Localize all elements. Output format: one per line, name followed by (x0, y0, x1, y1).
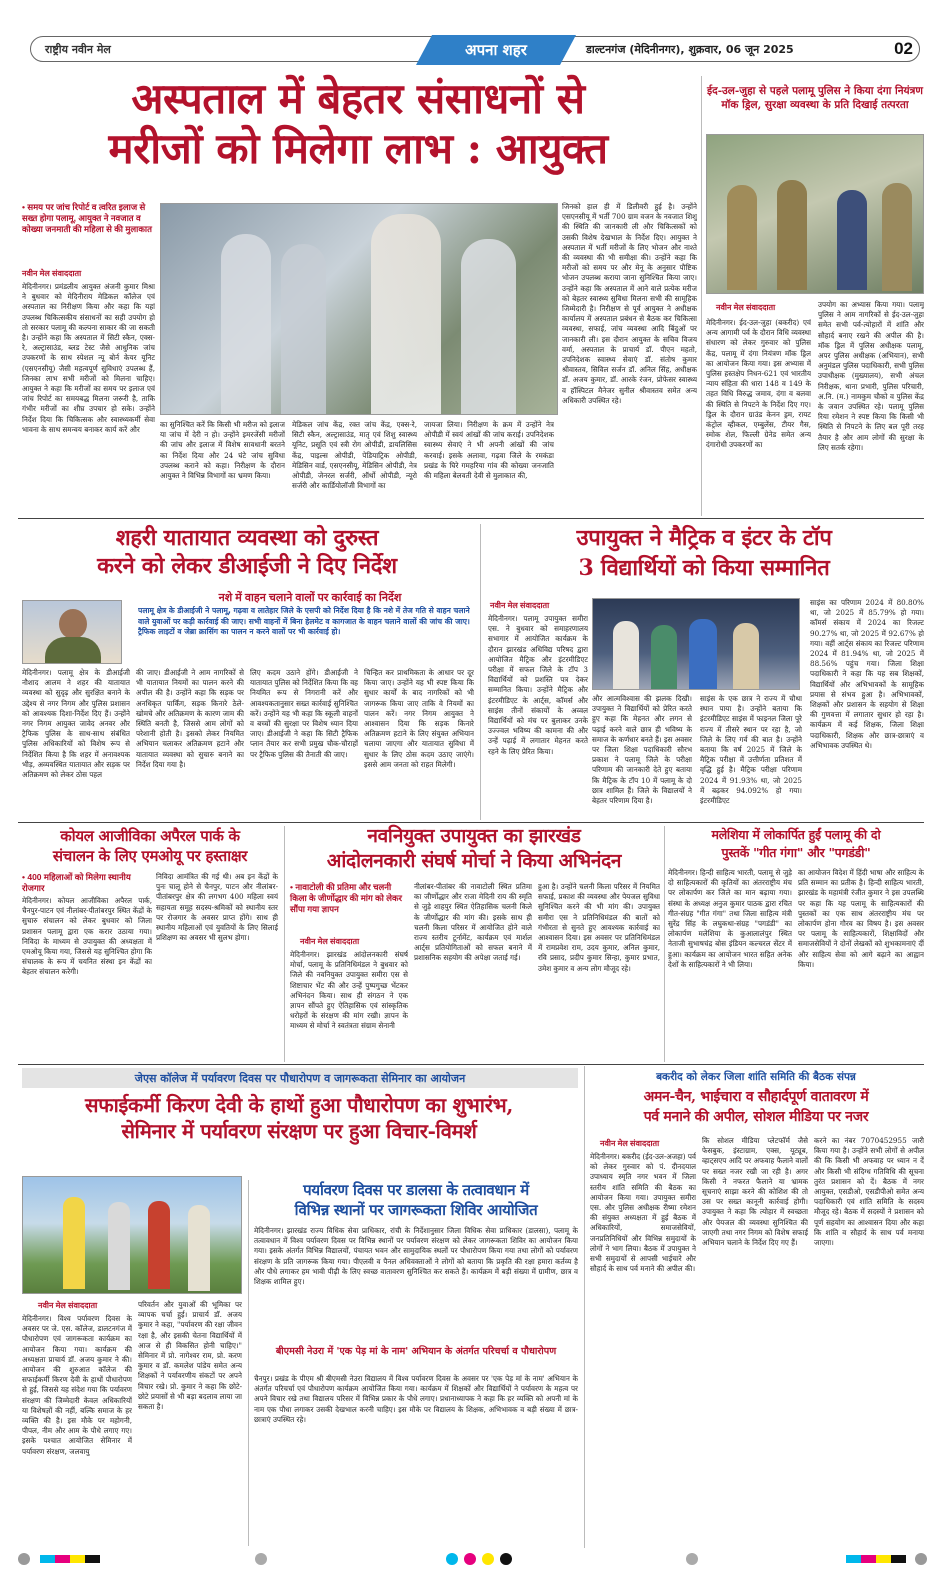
mockdrill-photo (706, 134, 924, 294)
books-headline-line1: मलेशिया में लोकार्पित हुईं पलामू की दो (711, 827, 881, 842)
traffic-headline-line2: करने को लेकर डीआईजी ने दिए निर्देश (97, 553, 397, 579)
mockdrill-headline: ईद-उल-जुहा से पहले पलामू पुलिस ने किया दंगा नियंत्रण मॉक ड्रिल, सुरक्षा व्यवस्था के प्रति दिखाई तत्परता (706, 85, 924, 111)
page-number: 02 (894, 39, 913, 58)
traffic-intro: पलामू क्षेत्र के डीआईजी ने पलामू, गढ़वा व लातेहार जिले के एसपी को निर्देश दिया है कि नशे में तेज गति से वाहन चलाने वाले युवाओं पर कड़ी कार्रवाई की जाए। सभी वाहनों में बिना हेलमेट व कागजात के वाहन चलाने वालों की जांच की जाए। ट्रैफिक लाइटों व जेब्रा क्रासिंग का पालन न करने वालों पर भी कार्रवाई हो। (138, 606, 470, 636)
traffic-subhead: नशे में वाहन चलाने वालों पर कार्रवाई का निर्देश (218, 592, 402, 604)
jmm-highlight: • नावाटोली की प्रतिमा और चलनी किला के जीर्णोद्धार की मांग को लेकर सौंपा गया ज्ञापन (290, 882, 403, 914)
toppers-col3: साइंस के एक छात्र ने राज्य में चौथा स्थान पाया है। उन्होंने बताया कि इंटरमीडिएट साइंस में फाइनल जिला पूरे राज्य में तीसरे स्थान पर रहा है, जो जिले के लिए गर्व की बात है। उन्होंने बताया कि वर्ष 2025 में जिले के मैट्रिक परीक्षा में उत्तीर्णता प्रतिशत में वृद्धि हुई है। मैट्रिक परीक्षा परिणाम 2024 में 91.93% था, जो 2025 में बढ़कर 94.092% हो गया। इंटरमीडिएट (700, 694, 802, 806)
registration-dot (446, 1553, 458, 1565)
mockdrill-col2: उपयोग का अभ्यास किया गया। पलामू पुलिस ने आम नागरिकों से ईद-उल-जुहा समेत सभी पर्व-त्योहारों में शांति और सौहार्द बनाए रखने की अपील की है। मॉक ड्रिल में पुलिस अधीक्षक पलामू, अपर पुलिस अधीक्षक (अभियान), सभी अनुमंडल पुलिस पदाधिकारी, सभी पुलिस उपाधीक्षक (मुख्यालय), सभी अंचल निरीक्षक, थाना प्रभारी, पुलिस परिचारी, अ.नि. (म.) नामकुम चौको व पुलिस केंद्र के जवान उपस्थित रहे। पलामू पुलिस रिया रमेशन ने स्पष्ट किया कि किसी भी स्थिति से निपटने के लिए बल पूरी तरह तैयार है और आम लोगों की सुरक्षा के लिए सतर्क रहेगा। (818, 300, 924, 452)
police-figure (727, 185, 757, 290)
registration-dot (686, 1553, 698, 1565)
lead-byline: नवीन मेल संवाददाता (22, 269, 82, 278)
student-figure (613, 621, 639, 690)
person-figure (188, 1205, 210, 1291)
police-figure (777, 180, 807, 290)
env-headline-line1: सफाईकर्मी किरण देवी के हाथों हुआ पौधारोपण का शुभारंभ, (84, 1093, 513, 1117)
books-col2: का आयोजन विदेश में हिंदी भाषा और साहित्य के प्रति सम्मान का प्रतीक है। हिन्दी साहित्य भारती, झारखंड के महामंत्री रंजीत कुमार ने इस उपलब्धि पर कहा कि यह पलामू के साहित्यकारों की पुस्तकों का एक साथ अंतरराष्ट्रीय मंच पर लोकार्पण होना गौरव का विषय है। इस अवसर पर पलामू के साहित्यकारों, शिक्षाविदों और समाजसेवियों ने दोनों लेखकों को शुभकामनाएं दीं और साहित्य सेवा को आगे बढ़ाने का आह्वान किया। (798, 868, 924, 969)
apparel-headline-line2: संचालन के लिए एमओयू पर हस्ताक्षर (52, 847, 248, 865)
lead-col1: मेदिनीनगर। प्रमंडलीय आयुक्त अंजनी कुमार मिश्रा ने बुधवार को मेदिनीराय मेडिकल कॉलेज एवं अस्पताल का निरीक्षण किया और कहा कि यहां उपलब्ध चिकित्सकीय संसाधनों का सही उपयोग हो तो सरकार पलामू की कल्पना साकार की जा सकती है। उन्होंने कहा कि अस्पताल में सिटी स्कैन, एक्स-रे, अल्ट्रासाउंड, ब्लड टेस्ट जैसे आधुनिक जांच उपकरणों के साथ स्पेशल न्यू बोर्न केयर यूनिट (एसएनसीयू) जैसी महत्वपूर्ण सुविधाएं उपलब्ध हैं, जिनका लाभ सभी मरीजों को मिलना चाहिए। आयुक्त ने कहा कि मरीजों का समय पर इलाज एवं जांच रिपोर्ट का समयबद्ध मिलना जरूरी है, ताकि गंभीर मरीजों का शीघ्र उपचार हो सके। उन्होंने निर्देश दिया कि चिकित्सक और स्वास्थ्यकर्मी सेवा भावना के साथ समन्वय बनाकर कार्य करें और (22, 282, 155, 434)
apparel-highlight: • 400 महिलाओं को मिलेगा स्थानीय रोजगार (22, 872, 131, 893)
police-figure (837, 190, 867, 290)
section-title: अपना शहर (465, 41, 527, 59)
masthead (30, 36, 920, 62)
bakrid-headline-line2: अमन-चैन, भाईचारा व सौहार्दपूर्ण वातावरण में (643, 1089, 869, 1105)
student-figure (733, 623, 759, 690)
lead-col3: मेडिकल जांच केंद्र, रक्त जांच केंद्र, एक्स-रे, सिटी स्कैन, अल्ट्रासाउंड, मातृ एवं शिशु स्वास्थ्य यूनिट, प्रसूति एवं स्त्री रोग ओपीडी, डायलिसिस केंद्र, पाइल्स ओपीडी, पेडियाट्रिक ओपीडी, मेडिसिन वार्ड, एसएनसीयू, मेडिसिन ओपीडी, नेत्र ओपीडी, जेनरल सर्जरी, ऑर्थो ओपीडी, न्यूरो सर्जरी और कार्डियोलॉजी विभागों का (292, 420, 417, 491)
books-headline-line2: पुस्तकें "गीत गंगा" और "पगडंडी" (721, 845, 871, 860)
registration-dot (915, 1553, 927, 1565)
column-rule (480, 524, 481, 820)
dalsa-headline-line2: विभिन्न स्थानों पर जागरूकता शिविर आयोजित (294, 1201, 538, 1219)
bakrid-col2: कि सोशल मीडिया प्लेटफॉर्म जैसे फेसबुक, इंस्टाग्राम, एक्स, यूट्यूब, व्हाट्सएप आदि पर अफवाह फैलाने वालों पर सख्त नजर रखी जा रही है। अगर किसी ने नफरत फैलाने या भ्रामक सूचनाएं साझा करने की कोशिश की तो उस पर सख्त कानूनी कार्रवाई होगी। उपायुक्त ने कहा कि त्योहार में स्वच्छता और पेयजल की व्यवस्था सुनिश्चित की जाएगी तथा नगर निगम को विशेष सफाई अभियान चलाने के निर्देश दिए गए हैं। (702, 1136, 808, 1248)
portrait-body (45, 637, 101, 664)
dalsa-sub-body: चैनपुर। प्रखंड के पीएम श्री बीएमसी नेउरा विद्यालय में विश्व पर्यावरण दिवस के अवसर पर 'एक पेड़ मां के नाम' अभियान के अंतर्गत परिचर्चा एवं पौधारोपण कार्यक्रम आयोजित किया गया। कार्यक्रम में शिक्षकों और विद्यार्थियों ने पर्यावरण के महत्व पर अपने विचार रखे तथा विद्यालय परिसर में विभिन्न प्रकार के पौधे लगाए। प्रधानाध्यापक ने कहा कि हर व्यक्ति को अपनी मां के नाम एक पौधा लगाकर उसकी देखभाल करनी चाहिए। इस मौके पर विद्यालय के शिक्षक, अभिभावक व बड़ी संख्या में छात्र-छात्राएं उपस्थित रहे। (254, 1374, 578, 1424)
visitor-figure (281, 244, 326, 414)
registration-dot (464, 1553, 476, 1565)
toppers-col4: साइंस का परिणाम 2024 में 80.80% था, जो 2025 में 85.79% हो गया। कॉमर्स संकाय में 2024 का रिजल्ट 90.27% था, जो 2025 में 92.67% हो गया। वहीं आर्ट्स संकाय का रिजल्ट परिणाम 2024 में 81.94% था, जो 2025 में 88.56% पहुंच गया। जिला शिक्षा पदाधिकारी ने कहा कि यह सब शिक्षकों, विद्यार्थियों और अभिभावकों के सामूहिक प्रयास से संभव हुआ है। अभिभावकों, शिक्षकों और प्रशासन के सहयोग से शिक्षा की गुणवत्ता में लगातार सुधार हो रहा है। कार्यक्रम में कई शिक्षक, जिला शिक्षा पदाधिकारी, शिक्षक और छात्र-छात्राएं व अभिभावक उपस्थित थे। (810, 598, 924, 750)
color-bar (40, 1555, 100, 1563)
traffic-col3: लिए कदम उठाने होंगे। डीआईजी ने यातायात पुलिस को निर्देशित किया कि वह नियमित रूप से निगरानी करें और आवश्यकतानुसार सख्त कार्रवाई सुनिश्चित करें। उन्होंने यह भी कहा कि स्कूली वाहनों व बच्चों की सुरक्षा पर विशेष ध्यान दिया जाए। डीआईजी ने कहा कि सिटी ट्रैफिक प्लान तैयार कर सभी प्रमुख चौक-चौराहों पर ट्रैफिक पुलिस की तैनाती की जाए। (250, 668, 358, 759)
person-figure (63, 1197, 85, 1289)
jmm-headline-line2: आंदोलनकारी संघर्ष मोर्चा ने किया अभिनंदन (326, 850, 622, 872)
jmm-col3: हुआ है। उन्होंने चलनी किला परिसर में नियमित सफाई, प्रकाश की व्यवस्था और पेयजल सुविधा सुनिश्चित करने की भी मांग की। उपायुक्त समीरा एस ने प्रतिनिधिमंडल की बातों को गंभीरता से सुनते हुए आवश्यक कार्रवाई का आश्वासन दिया। इस अवसर पर प्रतिनिधिमंडल में रामप्रवेश राम, उदय कुमार, अनिल कुमार, रवि प्रसाद, प्रदीप कुमार सिन्हा, कुमार प्रभात, उमेश कुमार व अन्य लोग मौजूद रहे। (538, 882, 660, 973)
registration-dot (18, 1553, 30, 1565)
toppers-headline-line2: 3 विद्यार्थियों को किया सम्मानित (578, 555, 830, 581)
bakrid-col1: मेदिनीनगर। बकरीद (ईद-उल-अजहा) पर्व को लेकर गुरुवार को पं. दीनदयाल उपाध्याय स्मृति नगर भवन में जिला स्तरीय शांति समिति की बैठक का आयोजन किया गया। उपायुक्त समीरा एस. और पुलिस अधीक्षक रीष्मा रमेशन की संयुक्त अध्यक्षता में हुई बैठक में अधिकारियों, समाजसेवियों, जनप्रतिनिधियों और विभिन्न समुदायों के लोगों ने भाग लिया। बैठक में उपायुक्त ने सभी समुदायों से आपसी भाईचारे और सौहार्द के साथ पर्व मनाने की अपील की। (590, 1152, 696, 1274)
visitor-figure (461, 239, 516, 414)
dig-portrait (22, 600, 122, 664)
dalsa-sub-headline: बीएमसी नेउरा में 'एक पेड़ मां के नाम' अभियान के अंतर्गत परिचर्चा व पौधारोपण (275, 1346, 557, 1357)
column-rule (664, 826, 665, 1062)
mockdrill-byline: नवीन मेल संवाददाता (716, 303, 776, 312)
lead-col2: का सुनिश्चित करें कि किसी भी मरीज को इलाज या जांच में देरी न हो। उन्होंने इमरजेंसी मरीजों की जांच और इलाज में विशेष सावधानी बरतने का निर्देश दिया और 24 घंटे जांच सुविधा उपलब्ध कराने को कहा। निरीक्षण के दौरान आयुक्त ने विभिन्न विभागों का भ्रमण किया। (160, 420, 285, 481)
mockdrill-col1: मेदिनीनगर। ईद-उल-जुहा (बकरीद) एवं अन्य आगामी पर्व के दौरान विधि व्यवस्था संधारण को लेकर गुरुवार को पुलिस केंद्र, पलामू में दंगा नियंत्रण मॉक ड्रिल का आयोजन किया गया। इस अभ्यास में पुलिस हस्तक्षेप निधन-621 एवं भारतीय न्याय संहिता की धारा 148 व 149 के तहत विधि विरुद्ध जमाव, दंगा व बलवा की स्थिति से निपटने के निर्देश दिए गए। ड्रिल के दौरान ग्राउंड केनन ड्रम, रायट कंट्रोल व्हीकल, एम्बुलेंस, टीयर गैस, स्मोक शेल, फिल्ली ग्रेनेड समेत अन्य दंगारोधी उपकरणों का (706, 318, 811, 450)
registration-dot (255, 1553, 267, 1565)
env-photo (22, 1176, 242, 1294)
traffic-headline-line1: शहरी यातायात व्यवस्था को दुरुस्त (115, 525, 379, 551)
column-rule (584, 1066, 585, 1548)
bakrid-byline: नवीन मेल संवाददाता (600, 1139, 660, 1148)
lead-col4: जायजा लिया। निरीक्षण के क्रम में उन्होंने नेत्र ओपीडी में स्वयं आंखों की जांच कराई। उपनिदेशक स्वास्थ्य सेवाएं ने भी अपनी आंखों की जांच करवाई। इसके अलावा, गढ़वा जिले के रमकंडा प्रखंड के घिरे गमहरिया गांव की कोख्या जनजाति की महिला बेलवती देवी से मुलाकात की, (424, 420, 554, 481)
apparel-col1: मेदिनीनगर। कोयल आजीविका अपैरल पार्क, चैनपुर-पाटन एवं नीलांबर-पीतांबरपुर स्थित केंद्रों के सुचारु संचालन को लेकर बुधवार को जिला प्रशासन पलामू द्वारा एक करार उठाया गया। निविदा के माध्यम से उपायुक्त की अध्यक्षता में एमओयू किया गया, जिससे यह सुनिश्चित होगा कि संचालक के रूप में चयनित संस्था इन केंद्रों का बेहतर संचालन करेगी। (22, 896, 152, 977)
student-figure (689, 619, 717, 690)
traffic-col4: चिन्हित कर प्राथमिकता के आधार पर दूर किया जाए। उन्होंने यह भी स्पष्ट किया कि सुधार कार्यों के बाद नागरिकों को भी जागरूक किया जाए ताकि वे नियमों का पालन करें। नगर निगम आयुक्त ने आश्वासन दिया कि सड़क किनारे अतिक्रमण हटाने के लिए संयुक्त अभियान चलाया जाएगा और यातायात सुविधा में सुधार के लिए ठोस कदम उठाए जाएंगे। इससे आम जनता को राहत मिलेगी। (364, 668, 474, 769)
toppers-byline: नवीन मेल संवाददाता (490, 601, 550, 610)
column-rule (701, 76, 702, 516)
dalsa-body: मेदिनीनगर। झारखंड राज्य विधिक सेवा प्राधिकार, रांची के निर्देशानुसार जिला विधिक सेवा प्राधिकार (डालसा), पलामू के तत्वावधान में विश्व पर्यावरण दिवस पर विभिन्न स्थानों पर पर्यावरण संरक्षण को लेकर जागरूकता शिविर का आयोजन किया गया। इसके अंतर्गत विभिन्न विद्यालयों, पंचायत भवन और सामुदायिक स्थलों पर पौधारोपण किया गया तथा लोगों को पर्यावरण संरक्षण के प्रति जागरूक किया गया। पीएलवी व पैनल अधिवक्ताओं ने लोगों को बताया कि प्रकृति की रक्षा हमारा कर्तव्य है और पौधे लगाकर हम भावी पीढ़ी के लिए स्वच्छ वातावरण सुनिश्चित कर सकते हैं। कार्यक्रम में बड़ी संख्या में ग्रामीण, छात्र व शिक्षक शामिल हुए। (254, 1226, 578, 1287)
doctor-figure (371, 214, 441, 414)
jmm-headline-line1: नवनियुक्त उपायुक्त का झारखंड (367, 825, 581, 847)
student-figure (651, 625, 677, 690)
jmm-col2: नीलांबर-पीतांबर की नावाटोली स्थित प्रतिमा का जीर्णोद्धार और राजा मेदिनी राय की स्मृति से जुड़े शाहपुर स्थित ऐतिहासिक चलनी किले के जीर्णोद्धार की मांग की। इसके साथ ही चलनी किला परिसर में आयोजित होने वाले राज्य स्तरीय टूर्नामेंट, कार्यक्रम एवं मार्शल आर्ट्स प्रतियोगिताओं को सफल बनाने में प्रशासनिक सहयोग की अपेक्षा जताई गई। (414, 882, 532, 963)
color-bar (846, 1555, 906, 1563)
person-figure (108, 1202, 130, 1290)
person-figure (148, 1201, 170, 1289)
env-byline: नवीन मेल संवाददाता (38, 1301, 98, 1310)
lead-headline-line1: अस्पताल में बेहतर संसाधनों से (131, 74, 585, 123)
traffic-col2: की जाए। डीआईजी ने आम नागरिकों से भी यातायात नियमों का पालन करने की अपील की है। उन्होंने कहा कि सड़क पर अनधिकृत पार्किंग, सड़क किनारे ठेले-खोमचे और अतिक्रमण के कारण जाम की स्थिति बनती है, जिससे आम लोगों को परेशानी होती है। इसको लेकर नियमित अभियान चलाकर अतिक्रमण हटाने और यातायात व्यवस्था को सुचारु बनाने का निर्देश दिया गया है। (136, 668, 244, 769)
toppers-col1: मेदिनीनगर। पलामू उपायुक्त समीरा एस. ने बुधवार को समाहरणालय सभागार में आयोजित कार्यक्रम के दौरान झारखंड अधिविद्य परिषद द्वारा आयोजित मैट्रिक और इंटरमीडिएट परीक्षा में सफल जिले के टॉप 3 विद्यार्थियों को प्रशस्ति पत्र देकर सम्मानित किया। उन्होंने मैट्रिक और इंटरमीडिएट के आर्ट्स, कॉमर्स और साइंस तीनों संकायों के अव्वल विद्यार्थियों को मंच पर बुलाकर उनके उज्ज्वल भविष्य की कामना की और उन्हें पढ़ाई में लगातार मेहनत करते रहने के लिए प्रेरित किया। (488, 614, 588, 756)
column-rule (284, 826, 285, 1062)
section-rule (18, 1064, 924, 1065)
lead-headline-line2: मरीजों को मिलेगा लाभ : आयुक्त (108, 124, 608, 173)
books-col1: मेदिनीनगर। हिन्दी साहित्य भारती, पलामू से जुड़े दो साहित्यकारों की कृतियों का अंतरराष्ट्रीय मंच पर लोकार्पण कर जिले का मान बढ़ाया गया। संस्था के अध्यक्ष अनुज कुमार पाठक द्वारा रचित गीत-संग्रह "गीत गंगा" तथा जिला साहित्य मंत्री सुरेंद्र सिंह के लघुकथा-संग्रह "पगडंडी" का लोकार्पण मलेशिया के कुआलालंपुर स्थित नेताजी सुभाषचंद्र बोस इंडियन कल्चरल सेंटर में हुआ। कार्यक्रम का आयोजन भारत सहित अनेक देशों के साहित्यकारों ने भी लिया। (668, 868, 792, 969)
jmm-byline: नवीन मेल संवाददाता (300, 937, 360, 946)
env-banner-text: जेएस कॉलेज में पर्यावरण दिवस पर पौधारोपण व जागरूकता सेमिनार का आयोजन (134, 1072, 466, 1085)
bakrid-headline-line3: पर्व मनाने की अपील, सोशल मीडिया पर नजर (643, 1109, 869, 1125)
toppers-col2: और आत्मविश्वास की झलक दिखी। उपायुक्त ने विद्यार्थियों को प्रेरित करते हुए कहा कि मेहनत और लगन से पढ़ाई करने वाले छात्र ही भविष्य के समाज के कर्णधार बनते हैं। इस अवसर पर जिला शिक्षा पदाधिकारी सौरभ प्रकाश ने पलामू जिले के परीक्षा परिणाम की जानकारी देते हुए बताया कि मैट्रिक के टॉप 10 में पलामू के दो छात्र शामिल हैं। जिले के विद्यालयों ने बेहतर परिणाम दिया है। (592, 694, 692, 806)
toppers-headline-line1: उपायुक्त ने मैट्रिक व इंटर के टॉप (576, 525, 832, 551)
apparel-col2: निविदा आमंत्रित की गई थी। अब इन केंद्रों के पुनः चालू होने से चैनपुर, पाटन और नीलांबर-पीतांबरपुर क्षेत्र की लगभग 400 महिला स्वयं सहायता समूह सदस्य-श्रमिकों को स्थानीय स्तर पर रोजगार के अवसर प्राप्त होंगे। साथ ही स्थानीय महिलाओं एवं युवतियों के लिए सिलाई प्रशिक्षण का अवसर भी सुलभ होगा। (156, 872, 278, 943)
visitor-figure (221, 234, 271, 414)
toppers-photo (592, 598, 800, 690)
traffic-col1: मेदिनीनगर। पलामू क्षेत्र के डीआईजी नौशाद आलम ने शहर की यातायात व्यवस्था को सुदृढ़ और सुरक्षित बनाने के उद्देश्य से नगर निगम और पुलिस प्रशासन को आवश्यक दिशा-निर्देश दिए हैं। उन्होंने नगर निगम आयुक्त जावेद अनवर और ट्रैफिक पुलिस के साथ-साथ संबंधित पुलिस अधिकारियों को विशेष रूप से निर्देशित किया है कि शहर में अनावश्यक भीड़, अव्यवस्थित यातायात और सड़क पर अतिक्रमण को लेकर ठोस पहल (22, 668, 130, 780)
section-rule (18, 518, 924, 519)
paper-name: राष्ट्रीय नवीन मेल (45, 43, 111, 56)
lead-photo (160, 203, 558, 415)
env-col1: मेदिनीनगर। विश्व पर्यावरण दिवस के अवसर पर जे. एस. कॉलेज, डालटनगंज में पौधारोपण एवं जागरूकता कार्यक्रम का आयोजन किया गया। कार्यक्रम की अध्यक्षता प्राचार्य डॉ. अजय कुमार ने की। आयोजन की शुरुआत कॉलेज की सफाईकर्मी किरण देवी के हाथों पौधारोपण से हुई, जिससे यह संदेश गया कि पर्यावरण संरक्षण की जिम्मेदारी केवल अधिकारियों या विशेषज्ञों की नहीं, बल्कि समाज के हर व्यक्ति की है। इस मौके पर महोगनी, पीपल, नीम और आम के पौधे लगाए गए। इसके पश्चात आयोजित सेमिनार में पर्यावरण संरक्षण, जलवायु (22, 1314, 132, 1456)
bakrid-col3: करने का नंबर 7070452955 जारी किया गया है। उन्होंने सभी लोगों से अपील की कि किसी भी अफवाह पर ध्यान न दें और किसी भी संदिग्ध गतिविधि की सूचना तुरंत प्रशासन को दें। बैठक में नगर आयुक्त, एसडीओ, एसडीपीओ समेत अन्य पदाधिकारी एवं शांति समिति के सदस्य मौजूद रहे। बैठक में सदस्यों ने प्रशासन को पूर्ण सहयोग का आश्वासन दिया और कहा कि शांति व सौहार्द के साथ पर्व मनाया जाएगा। (814, 1136, 924, 1248)
portrait-head (59, 609, 87, 639)
dateline: डाल्टनगंज (मेदिनीनगर), शुक्रवार, 06 जून 2025 (586, 43, 794, 56)
lead-highlight: • समय पर जांच रिपोर्ट व त्वरित इलाज से सख्त होगा पलामू, आयुक्त ने नवजात व कोख्या जनमाती की महिला से की मुलाकात (22, 202, 152, 234)
registration-dot (500, 1553, 512, 1565)
bakrid-headline-line1: बकरीद को लेकर जिला शांति समिति की बैठक संपन्न (656, 1071, 856, 1083)
dalsa-headline-line1: पर्यावरण दिवस पर डालसा के तत्वावधान में (303, 1181, 529, 1199)
registration-strip (0, 1552, 945, 1566)
lead-col5: जिनको हाल ही में डिलीवरी हुई है। उन्होंने एसएनसीयू में भर्ती 700 ग्राम वजन के नवजात शिशु की स्थिति की जानकारी ली और चिकित्सकों को उसकी विशेष देखभाल के निर्देश दिए। आयुक्त ने अस्पताल में भर्ती मरीजों के लिए भोजन और नाश्ते की व्यवस्था की भी समीक्षा की। उन्होंने कहा कि मरीजों को समय पर और मेनू के अनुसार पौष्टिक भोजन उपलब्ध कराया जाना सुनिश्चित किया जाए। उन्होंने कहा कि अस्पताल में आने वाले प्रत्येक मरीज को बेहतर स्वास्थ्य सुविधा मिलना सभी की सामूहिक जिम्मेदारी है। निरीक्षण से पूर्व आयुक्त ने अधीक्षक कार्यालय में अस्पताल प्रबंधन से बैठक कर चिकित्सा व्यवस्था, सफाई, जांच व्यवस्था आदि बिंदुओं पर जानकारी ली। इस दौरान आयुक्त के सचिव विजय वर्मा, अस्पताल के प्राचार्य डॉ. पीएन महतो, उपनिदेशक स्वास्थ्य सेवाएं डॉ. संतोष कुमार श्रीवास्तव, सिविल सर्जन डॉ. अनिल सिंह, अधीक्षक डॉ. अजय कुमार, डॉ. आरके रंजन, प्रोफेसर स्वास्थ्य व हॉस्पिटल मैनेजर सुनील श्रीवास्तव समेत अन्य अधिकारी उपस्थित रहे। (562, 202, 697, 405)
jmm-col1: मेदिनीनगर। झारखंड आंदोलनकारी संघर्ष मोर्चा, पलामू के प्रतिनिधिमंडल ने बुधवार को जिले की नवनियुक्त उपायुक्त समीरा एस से शिष्टाचार भेंट की और उन्हें पुष्पगुच्छ भेंटकर अभिनंदन किया। साथ ही संगठन ने एक ज्ञापन सौंपते हुए ऐतिहासिक एवं सांस्कृतिक धरोहरों के संरक्षण की मांग रखी। ज्ञापन के माध्यम से मोर्चा ने स्वतंत्रता संग्राम सेनानी (290, 950, 408, 1031)
env-col2: परिवर्तन और युवाओं की भूमिका पर व्यापक चर्चा हुई। प्राचार्य डॉ. अजय कुमार ने कहा, "पर्यावरण की रक्षा जीवन रक्षा है, और इसकी चेतना विद्यार्थियों में आज से ही विकसित होनी चाहिए।" सेमिनार में प्रो. नागेश्वर राम, प्रो. करण कुमार व डॉ. कमलेश पांडेय समेत अन्य शिक्षकों ने पर्यावरणीय संकटों पर अपने विचार रखे। प्रो. कुमार ने कहा कि छोटे-छोटे प्रयासों से भी बड़ा बदलाव लाया जा सकता है। (138, 1300, 242, 1412)
env-headline-line2: सेमिनार में पर्यावरण संरक्षण पर हुआ विचार-विमर्श (121, 1119, 477, 1143)
apparel-headline-line1: कोयल आजीविका अपैरल पार्क के (60, 827, 240, 845)
registration-dot (482, 1553, 494, 1565)
section-rule (18, 822, 924, 823)
police-figure (882, 183, 912, 291)
